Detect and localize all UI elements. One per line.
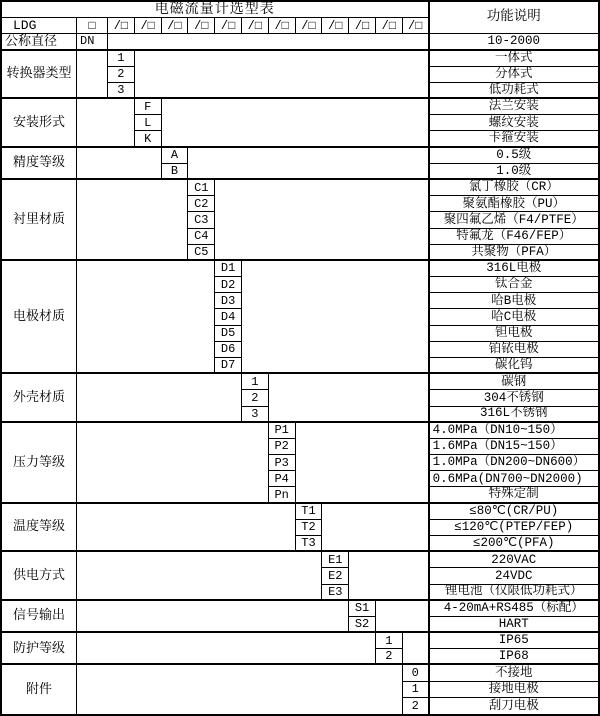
empty-cell	[322, 504, 429, 553]
model-code-prefix: LDG	[2, 18, 77, 34]
section-label: 温度等级	[2, 504, 77, 553]
option-description: 哈C电极	[430, 309, 598, 325]
option-code: 2	[242, 390, 269, 406]
option-code: L	[135, 115, 162, 131]
option-code: P1	[269, 423, 296, 439]
option-code: 1	[403, 682, 430, 698]
section-label: 电极材质	[2, 261, 77, 374]
option-code: 3	[108, 83, 135, 99]
section-label: 转换器类型	[2, 51, 77, 100]
option-code: E3	[322, 585, 349, 601]
option-code: T2	[296, 520, 323, 536]
option-description: 碳钢	[430, 374, 598, 390]
empty-cell	[242, 261, 430, 374]
empty-cell	[403, 633, 430, 665]
option-code: T1	[296, 504, 323, 520]
code-slot-box: □	[77, 18, 108, 34]
option-code: D3	[215, 293, 242, 309]
option-description: 一体式	[430, 51, 598, 67]
empty-cell	[77, 552, 322, 601]
option-code: S2	[349, 617, 376, 633]
option-code: C3	[188, 212, 215, 228]
model-code-slot: /□	[296, 18, 323, 34]
empty-cell	[77, 423, 269, 504]
option-description: 低功耗式	[430, 83, 598, 99]
option-code: 2	[108, 67, 135, 83]
section-label: 附件	[2, 665, 77, 714]
option-code: P2	[269, 439, 296, 455]
section-label: 供电方式	[2, 552, 77, 601]
option-description: 1.0MPa（DN200~DN600）	[430, 455, 598, 471]
option-description: 24VDC	[430, 568, 598, 584]
model-code-slot: /□	[349, 18, 376, 34]
empty-cell	[188, 148, 429, 180]
option-code: C1	[188, 180, 215, 196]
option-code: Pn	[269, 487, 296, 503]
empty-cell	[77, 601, 349, 633]
option-code: 2	[376, 649, 403, 665]
option-description: 4-20mA+RS485（标配）	[430, 601, 598, 617]
option-code: D5	[215, 326, 242, 342]
option-code: C5	[188, 245, 215, 261]
option-description: 共聚物（PFA）	[430, 245, 598, 261]
option-code: K	[135, 131, 162, 147]
option-description: 316L电极	[430, 261, 598, 277]
empty-cell	[77, 148, 162, 180]
option-code: B	[162, 164, 189, 180]
option-description: 0.6MPa(DN700~DN2000)	[430, 471, 598, 487]
option-description: HART	[430, 617, 598, 633]
option-description: 304不锈钢	[430, 390, 598, 406]
option-description: 钽电极	[430, 326, 598, 342]
option-description: 碳化钨	[430, 358, 598, 374]
option-code: D6	[215, 342, 242, 358]
empty-cell	[77, 633, 376, 665]
option-description: ≤80℃(CR/PU)	[430, 504, 598, 520]
option-description: 铂铱电极	[430, 342, 598, 358]
option-description: 刮刀电极	[488, 698, 539, 713]
section-label: 外壳材质	[2, 374, 77, 423]
option-code: D1	[215, 261, 242, 277]
option-code: P3	[269, 455, 296, 471]
option-description: 10-2000	[430, 34, 598, 50]
option-description: 卡箍安装	[430, 131, 598, 147]
option-code: E1	[322, 552, 349, 568]
option-description: 法兰安装	[430, 99, 598, 115]
option-code: D2	[215, 277, 242, 293]
empty-cell	[215, 180, 429, 261]
option-description: 1.6MPa（DN15~150）	[430, 439, 598, 455]
empty-cell	[296, 423, 430, 504]
option-description: IP65	[430, 633, 598, 649]
model-code-slot: /□	[188, 18, 215, 34]
option-description: 220VAC	[430, 552, 598, 568]
option-description: 特氟龙（F46/FEP）	[430, 229, 598, 245]
section-label: 安装形式	[2, 99, 77, 148]
option-code: 3	[242, 407, 269, 423]
option-description: 4.0MPa（DN10~150）	[430, 423, 598, 439]
model-code-slot: /□	[242, 18, 269, 34]
empty-cell	[108, 34, 430, 50]
option-description: 不接地	[430, 665, 598, 681]
option-description: IP68	[430, 649, 598, 665]
option-code: E2	[322, 568, 349, 584]
option-code: 2	[403, 698, 430, 714]
option-description: 1.0级	[430, 164, 598, 180]
option-code: F	[135, 99, 162, 115]
option-description: 特殊定制	[430, 487, 598, 503]
option-description: 哈B电极	[430, 293, 598, 309]
empty-cell	[77, 99, 135, 148]
empty-cell	[77, 374, 242, 423]
option-code: C4	[188, 229, 215, 245]
model-code-slot: /□	[135, 18, 162, 34]
section-label: 压力等级	[2, 423, 77, 504]
option-code: D7	[215, 358, 242, 374]
option-description: 聚四氟乙烯（F4/PTFE）	[430, 212, 598, 228]
function-column-header: 功能说明	[430, 2, 598, 34]
option-code: D4	[215, 309, 242, 325]
option-code: 0	[403, 665, 430, 681]
empty-cell	[77, 180, 188, 261]
option-description: 钛合金	[430, 277, 598, 293]
option-code: A	[162, 148, 189, 164]
section-label: 精度等级	[2, 148, 77, 180]
option-code: T3	[296, 536, 323, 552]
empty-cell	[349, 552, 429, 601]
option-code: 1	[376, 633, 403, 649]
option-description: ≤200℃(PFA)	[430, 536, 598, 552]
option-description: 氯丁橡胶（CR）	[430, 180, 598, 196]
empty-cell	[376, 601, 430, 633]
option-code: C2	[188, 196, 215, 212]
option-code: S1	[349, 601, 376, 617]
option-code: 1	[108, 51, 135, 67]
empty-cell	[77, 665, 403, 714]
option-description: 聚氨酯橡胶（PU）	[430, 196, 598, 212]
option-code: 1	[242, 374, 269, 390]
option-description: 316L不锈钢	[430, 407, 598, 423]
model-code-slot: /□	[322, 18, 349, 34]
section-label: 公称直径	[2, 34, 77, 50]
option-description: 分体式	[430, 67, 598, 83]
section-label: 衬里材质	[2, 180, 77, 261]
option-description: ≤120℃(PTEP/FEP)	[430, 520, 598, 536]
option-description: 锂电池（仅限低功耗式）	[430, 585, 598, 601]
empty-cell	[135, 51, 430, 100]
empty-cell	[269, 374, 430, 423]
empty-cell	[77, 261, 215, 374]
empty-cell	[162, 99, 430, 148]
empty-cell	[77, 504, 296, 553]
model-code-slot: /□	[215, 18, 242, 34]
table-title: 电磁流量计选型表	[2, 2, 430, 18]
section-label: 防护等级	[2, 633, 77, 665]
model-code-slot: /□	[376, 18, 403, 34]
option-description: 0.5级	[430, 148, 598, 164]
model-code-slot: /□	[162, 18, 189, 34]
model-code-slot: /□	[108, 18, 135, 34]
option-code: P4	[269, 471, 296, 487]
option-code: DN	[77, 34, 108, 50]
option-description: 螺纹安装	[430, 115, 598, 131]
empty-cell	[77, 51, 108, 100]
option-description: 接地电极	[430, 682, 598, 698]
model-code-slot: /□	[403, 18, 430, 34]
model-code-slot: /□	[269, 18, 296, 34]
section-label: 信号输出	[2, 601, 77, 633]
